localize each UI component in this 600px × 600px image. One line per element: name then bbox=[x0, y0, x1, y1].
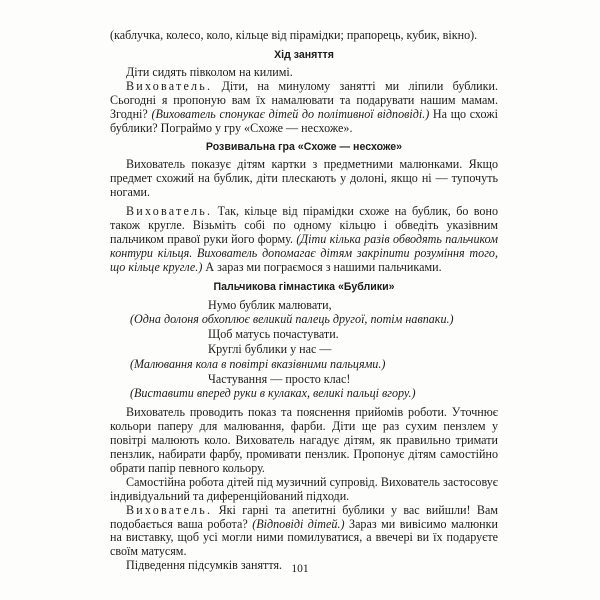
paragraph-teacher-praise bbox=[110, 504, 498, 560]
speaker-label: Вихователь. bbox=[126, 502, 213, 517]
stage-direction: (Діти кілька разів обводять пальчиком контури кільця. Вихователь допомагає дітям закріпити розуміння того, що кільце кругле.) bbox=[110, 231, 498, 274]
speech-text: Які гарні та апетитні бублики у вас вийшли! Вам подобається ваша робота? bbox=[110, 502, 498, 531]
speech-text-tail: Зараз ми вивісимо малюнки на виставку, щоб усі могли ними помилуватися, а ввечері ви їх подаруєте своїм матусям. bbox=[110, 516, 498, 559]
rhyme-instruction: (Виставити вперед руки в кулаках, великі пальці вгору.) bbox=[130, 386, 416, 401]
rhyme-line: Круглі бублики у нас — bbox=[208, 342, 332, 357]
rhyme-line: Нумо бублик малювати, bbox=[208, 297, 332, 312]
speech-text: Діти, на минулому занятті ми ліпили бублики. Сьогодні я пропоную вам їх намалювати та подарувати нашим мамам. Згодні? bbox=[110, 78, 498, 121]
speech-text: Так, кільце від пірамідки схоже на бублик, бо воно також кругле. Візьміть собі по одному кільцю і обведіть указівним пальчиком правої руки його форму. bbox=[110, 204, 498, 246]
paragraph-game-rules: Вихователь показує дітям картки з предметними малюнками. Якщо предмет схожий на бублик, діти плескають у долоні, якщо ні — тупочуть ногами. bbox=[110, 157, 498, 200]
paragraph-teacher-intro bbox=[110, 80, 498, 136]
stage-direction: (Вихователь спонукає дітей до політивної відповіді.) bbox=[151, 106, 430, 121]
intro-paragraph: (каблучка, колесо, коло, кільце від пірамідки; прапорець, кубик, вікно). bbox=[110, 28, 478, 42]
paragraph-demonstration: Вихователь проводить показ та пояснення прийомів роботи. Уточнює кольори паперу для малювання, фарби. Діти ще раз сухим пензлем у повітрі малюють коло. Вихователь нагадує дітям, як правильно тримати пензлик, набирати фарбу, промивати пензлик. Пропонує дітям самостійно обрати папір певного кольору. bbox=[110, 405, 498, 475]
page-content bbox=[110, 29, 498, 573]
speech-text-tail: На що схожі бублики? Пограймо у гру «Схоже — несхоже». bbox=[110, 106, 498, 135]
paragraph-teacher-ring bbox=[110, 205, 498, 275]
stage-direction: (Відповіді дітей.) bbox=[252, 516, 345, 531]
rhyme-line: Частування — просто клас! bbox=[208, 371, 351, 386]
rhyme-instruction: (Одна долоня обхоплює великий палець другої, потім навпаки.) bbox=[130, 312, 454, 327]
speaker-label: Вихователь. bbox=[126, 204, 213, 219]
section-heading-lesson-progress: Хід заняття bbox=[274, 48, 334, 61]
paragraph-children-sitting: Діти сидять півколом на килимі. bbox=[126, 64, 293, 79]
section-heading-finger-gymnastics: Пальчикова гімнастика «Бублики» bbox=[213, 280, 395, 293]
rhyme-line: Щоб матусь почастувати. bbox=[208, 327, 339, 342]
paragraph-independent-work: Самостійна робота дітей під музичний супровід. Вихователь застосовує індивідуальний та диференційований підходи. bbox=[110, 474, 498, 503]
section-heading-game: Розвивальна гра «Схоже — несхоже» bbox=[205, 141, 403, 154]
finger-rhyme bbox=[110, 298, 498, 402]
rhyme-instruction: (Малювання кола в повітрі вказівними пальцями.) bbox=[130, 356, 386, 371]
speaker-label: Вихователь. bbox=[126, 78, 213, 93]
paragraph-summary: Підведення підсумків заняття. bbox=[126, 558, 283, 573]
speech-text-tail: А зараз ми пограємося з нашими пальчиками. bbox=[202, 259, 442, 274]
page-number: 101 bbox=[291, 563, 309, 575]
